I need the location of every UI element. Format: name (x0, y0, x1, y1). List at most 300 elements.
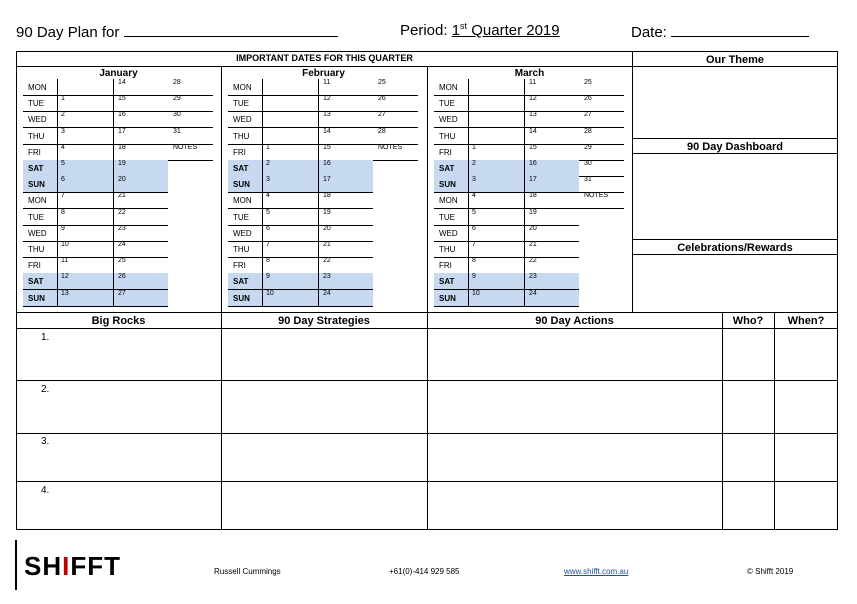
calendar-col-separator (468, 128, 469, 144)
weekday-label: WED (233, 228, 252, 238)
calendar-row (434, 225, 579, 242)
date-number: 12 (529, 95, 537, 103)
weekday-label: FRI (439, 147, 452, 157)
date-number: 16 (118, 111, 126, 119)
logo-letter: F (87, 551, 105, 581)
calendar-col-separator (262, 95, 263, 111)
calendar-col-separator (113, 160, 114, 176)
weekday-label: THU (233, 245, 250, 254)
calendar-third-col-line (373, 160, 418, 161)
calendar-col-separator (113, 209, 114, 225)
weekday-label: WED (439, 228, 458, 238)
calendar-col-separator (468, 241, 469, 257)
calendar-row (434, 273, 579, 290)
date-number: 24 (118, 241, 126, 248)
date-number: 14 (323, 127, 331, 135)
weekday-label: SAT (28, 164, 44, 173)
calendar-row (23, 160, 168, 177)
calendar-row (434, 79, 592, 96)
plan-col-divider-4 (774, 312, 775, 530)
plan-for-label (16, 22, 338, 41)
calendar-row (434, 111, 592, 128)
calendar-col-separator (468, 160, 469, 176)
date-number: 7 (61, 192, 65, 200)
date-number: 21 (118, 192, 126, 200)
calendar-col-separator (468, 225, 469, 241)
calendar-col-separator (262, 209, 263, 225)
calendar-row (23, 192, 168, 209)
notes-label: NOTES (378, 143, 403, 151)
date-number: 22 (118, 208, 126, 216)
calendar-col-separator (318, 95, 319, 111)
plan-col-divider-3 (722, 312, 723, 530)
weekday-label: SAT (233, 164, 249, 173)
calendar-col-separator (113, 111, 114, 127)
when-heading: When? (787, 315, 825, 327)
date-number: 11 (61, 257, 69, 265)
date-number: 11 (323, 79, 331, 86)
date-number: 5 (61, 160, 65, 167)
footer-website-link[interactable]: www.shifft.com.au (564, 567, 629, 576)
date-number: 6 (472, 224, 476, 232)
weekday-label: WED (233, 115, 252, 125)
date-number: 22 (323, 257, 331, 265)
date-number: 28 (584, 127, 592, 135)
calendar-col-separator (318, 111, 319, 127)
logo-letter: I (62, 551, 71, 581)
calendar-col-separator (262, 225, 263, 241)
date-number: 1 (266, 143, 270, 151)
calendar-col-separator (113, 241, 114, 257)
calendar-col-separator (57, 128, 58, 144)
calendar-col-separator (57, 209, 58, 225)
calendar-col-separator (57, 176, 58, 192)
calendar-col-separator (524, 111, 525, 127)
weekday-label: MON (233, 83, 252, 92)
calendar-col-separator (57, 79, 58, 95)
date-number: 8 (61, 208, 65, 216)
date-number: 25 (378, 79, 386, 86)
calendar-col-separator (524, 273, 525, 289)
calendar-row (228, 273, 373, 290)
calendar-col-separator (468, 209, 469, 225)
footer-name: Russell Cummings (214, 567, 281, 576)
calendar-col-separator (318, 160, 319, 176)
our-theme-heading: Our Theme (705, 54, 765, 66)
date-number: 9 (266, 273, 270, 281)
calendar-row (23, 290, 168, 307)
date-number: 23 (118, 224, 126, 232)
calendar-col-separator (318, 225, 319, 241)
calendar-col-separator (468, 290, 469, 306)
weekday-label: MON (439, 83, 458, 92)
date-number: 4 (266, 192, 270, 200)
calendar-col-separator (318, 290, 319, 306)
celebrations-heading: Celebrations/Rewards (677, 242, 793, 254)
calendar-col-separator (57, 273, 58, 289)
date-number: 8 (266, 257, 270, 265)
date-number: 20 (529, 224, 537, 232)
date-text: Date: (631, 24, 667, 41)
weekday-label: TUE (233, 99, 249, 109)
plan-col-divider-1 (221, 312, 222, 530)
date-number: 21 (529, 241, 537, 248)
big-rocks-heading: Big Rocks (91, 315, 146, 327)
date-number: 17 (118, 127, 126, 135)
celebrations-divider (632, 254, 838, 255)
calendar-col-separator (113, 192, 114, 208)
calendar-col-separator (318, 192, 319, 208)
date-number: 7 (472, 241, 476, 248)
weekday-label: SUN (28, 180, 45, 190)
date-number: 6 (266, 224, 270, 232)
calendar-row (434, 257, 579, 274)
plan-for-line[interactable] (124, 22, 338, 37)
calendar-col-separator (318, 209, 319, 225)
weekday-label: FRI (28, 147, 41, 157)
calendar-row (23, 95, 181, 112)
calendar-row (228, 127, 386, 145)
weekday-label: MON (28, 196, 47, 206)
date-number: 3 (266, 176, 270, 184)
calendar-row (228, 209, 373, 226)
calendar-row (23, 225, 168, 242)
calendar-row (228, 225, 373, 242)
calendar-row (434, 192, 609, 209)
date-number: 14 (118, 79, 126, 86)
logo-letter: H (42, 551, 63, 581)
calendar-col-separator (524, 95, 525, 111)
date-number: 25 (118, 257, 126, 265)
calendar-row (23, 127, 181, 145)
date-number: 17 (529, 176, 537, 184)
calendar-col-separator (524, 79, 525, 95)
logo-letter: S (24, 551, 43, 581)
calendar-col-separator (524, 225, 525, 241)
calendar-col-separator (318, 241, 319, 257)
big-rock-number-4: 4. (41, 485, 50, 496)
date-number: 2 (61, 111, 65, 119)
date-number: 13 (529, 111, 537, 119)
calendar-col-separator (262, 241, 263, 257)
month-divider-1 (221, 66, 222, 313)
date-number: 18 (323, 192, 331, 200)
date-number: 31 (584, 176, 592, 184)
date-number: 16 (323, 160, 331, 167)
weekday-label: FRI (28, 261, 41, 271)
calendar-col-separator (318, 176, 319, 192)
weekday-label: SUN (439, 180, 456, 190)
logo-letter: F (70, 551, 88, 581)
right-panel-frame (632, 51, 838, 313)
plan-col-divider-2 (427, 312, 428, 530)
date-number: 30 (584, 160, 592, 167)
calendar-col-separator (113, 95, 114, 111)
calendar-row (228, 111, 386, 128)
plan-row-divider-1 (16, 380, 838, 381)
calendar-col-separator (262, 192, 263, 208)
weekday-label: TUE (233, 212, 249, 222)
date-number: 30 (173, 111, 181, 119)
calendar-col-separator (318, 79, 319, 95)
calendar-row (228, 160, 373, 177)
date-number: 26 (378, 95, 386, 103)
date-number: 23 (323, 273, 331, 281)
dashboard-divider (632, 153, 838, 154)
weekday-label: THU (233, 131, 250, 141)
calendar-col-separator (262, 79, 263, 95)
calendar-col-separator (524, 290, 525, 306)
date-number: 19 (529, 208, 537, 216)
calendar-title-divider (16, 66, 633, 67)
calendar-row (228, 192, 373, 209)
date-number: 10 (61, 241, 69, 248)
calendar-col-separator (468, 192, 469, 208)
date-number: 18 (529, 192, 537, 200)
calendar-col-separator (57, 241, 58, 257)
calendar-col-separator (524, 241, 525, 257)
calendar-col-separator (524, 160, 525, 176)
date-number: 26 (118, 273, 126, 281)
date-number: 20 (118, 176, 126, 184)
calendar-col-separator (524, 176, 525, 192)
big-rock-number-2: 2. (41, 384, 50, 395)
weekday-label: SUN (233, 293, 250, 303)
date-number: 16 (529, 160, 537, 167)
weekday-label: SAT (233, 277, 249, 287)
date-number: 7 (266, 241, 270, 248)
dashboard-top-divider (632, 138, 838, 139)
calendar-row (23, 111, 181, 128)
calendar-col-separator (57, 111, 58, 127)
weekday-label: SUN (233, 180, 250, 190)
calendar-col-separator (468, 176, 469, 192)
calendar-col-separator (318, 144, 319, 160)
date-number: 8 (472, 257, 476, 265)
date-number: 23 (529, 273, 537, 281)
calendar-col-separator (468, 79, 469, 95)
calendar-col-separator (57, 192, 58, 208)
calendar-col-separator (262, 273, 263, 289)
calendar-col-separator (318, 128, 319, 144)
calendar-row (228, 95, 386, 112)
weekday-label: FRI (233, 147, 246, 157)
date-number: 1 (61, 95, 65, 103)
actions-heading: 90 Day Actions (535, 315, 614, 327)
date-number: 10 (472, 289, 480, 297)
who-heading: Who? (732, 315, 764, 327)
calendar-col-separator (57, 257, 58, 273)
calendar-col-separator (468, 144, 469, 160)
calendar-col-separator (113, 257, 114, 273)
theme-divider (632, 66, 838, 67)
date-number: 19 (323, 208, 331, 216)
date-number: 27 (584, 111, 592, 119)
calendar-col-separator (57, 160, 58, 176)
calendar-row (228, 257, 373, 274)
calendar-row (434, 209, 579, 226)
calendar-col-separator (262, 257, 263, 273)
weekday-label: THU (439, 245, 456, 254)
strategies-heading: 90 Day Strategies (278, 315, 370, 327)
weekday-label: TUE (439, 99, 455, 109)
date-number: 12 (61, 273, 69, 281)
month-name-1: February (302, 68, 345, 79)
date-number: 9 (472, 273, 476, 281)
date-number: 24 (529, 289, 537, 297)
date-number: 29 (584, 143, 592, 151)
weekday-label: TUE (28, 212, 44, 222)
calendar-col-separator (113, 290, 114, 306)
calendar-row (228, 79, 386, 96)
date-number: 13 (61, 289, 69, 297)
footer-phone: +61(0)-414 929 585 (389, 567, 460, 576)
date-number: 5 (266, 208, 270, 216)
weekday-label: SUN (439, 293, 456, 303)
date-number: 28 (378, 127, 386, 135)
weekday-label: THU (28, 131, 45, 141)
period-value: 1st Quarter 2019 (451, 21, 560, 39)
date-number: 2 (266, 160, 270, 167)
calendar-col-separator (262, 290, 263, 306)
notes-label: NOTES (173, 143, 198, 151)
date-line[interactable] (671, 22, 809, 37)
date-number: 1 (472, 143, 476, 151)
logo-letter: T (104, 551, 122, 581)
date-number: 24 (323, 289, 331, 297)
date-number: 21 (323, 241, 331, 248)
date-number: 18 (118, 143, 126, 151)
date-number: 20 (323, 224, 331, 232)
calendar-col-separator (262, 176, 263, 192)
calendar-row (434, 143, 592, 161)
big-rock-number-1: 1. (41, 332, 50, 343)
weekday-label: MON (233, 196, 252, 206)
weekday-label: SAT (28, 277, 44, 287)
big-rock-number-3: 3. (41, 436, 50, 447)
date-number: 25 (584, 79, 592, 86)
date-number: 15 (118, 95, 126, 103)
calendar-row (228, 290, 373, 307)
weekday-label: TUE (439, 212, 455, 222)
calendar-col-separator (113, 176, 114, 192)
calendar-col-separator (262, 111, 263, 127)
weekday-label: THU (439, 131, 456, 141)
date-number: 22 (529, 257, 537, 265)
date-number: 3 (61, 127, 65, 135)
calendar-col-separator (113, 128, 114, 144)
calendar-col-separator (524, 257, 525, 273)
month-name-2: March (514, 68, 545, 79)
weekday-label: FRI (233, 261, 246, 271)
calendar-col-separator (262, 160, 263, 176)
footer-accent-bar (15, 540, 17, 590)
date-number: 5 (472, 208, 476, 216)
calendar-row (228, 241, 373, 258)
calendar-row (434, 176, 592, 193)
calendar-col-separator (524, 209, 525, 225)
date-number: 29 (173, 95, 181, 103)
date-number: 15 (323, 143, 331, 151)
calendar-col-separator (57, 225, 58, 241)
date-number: 19 (118, 160, 126, 167)
calendar-row (434, 160, 592, 177)
calendar-col-separator (468, 95, 469, 111)
notes-label: NOTES (584, 192, 609, 200)
date-number: 9 (61, 224, 65, 232)
calendar-row (228, 176, 373, 193)
weekday-label: WED (28, 228, 47, 238)
calendar-row (434, 241, 579, 258)
date-number: 13 (323, 111, 331, 119)
month-name-0: January (99, 68, 138, 79)
date-number: 3 (472, 176, 476, 184)
celebrations-top-divider (632, 239, 838, 240)
period-text: Period: (400, 22, 448, 39)
calendar-col-separator (113, 273, 114, 289)
calendar-row (23, 176, 168, 193)
date-number: 10 (266, 289, 274, 297)
weekday-label: FRI (439, 261, 452, 271)
calendar-title: IMPORTANT DATES FOR THIS QUARTER (236, 53, 413, 63)
calendar-col-separator (468, 273, 469, 289)
date-number: 15 (529, 143, 537, 151)
calendar-row (434, 290, 579, 307)
calendar-row (23, 241, 168, 258)
weekday-label: MON (28, 83, 47, 92)
calendar-row (434, 95, 592, 112)
date-label (631, 22, 809, 41)
calendar-col-separator (524, 144, 525, 160)
date-number: 27 (118, 289, 126, 297)
plan-for-text: 90 Day Plan for (16, 24, 120, 41)
weekday-label: MON (439, 196, 458, 206)
date-number: 4 (61, 143, 65, 151)
calendar-third-col-line (579, 208, 624, 209)
weekday-label: SAT (439, 277, 455, 287)
date-number: 26 (584, 95, 592, 103)
weekday-label: SAT (439, 164, 455, 173)
date-number: 28 (173, 79, 181, 86)
weekday-label: WED (439, 115, 458, 125)
calendar-col-separator (318, 257, 319, 273)
calendar-col-separator (468, 111, 469, 127)
date-number: 27 (378, 111, 386, 119)
calendar-col-separator (57, 144, 58, 160)
calendar-col-separator (524, 192, 525, 208)
calendar-row (23, 209, 168, 226)
calendar-col-separator (57, 290, 58, 306)
calendar-col-separator (113, 79, 114, 95)
calendar-row (434, 127, 592, 145)
date-number: 6 (61, 176, 65, 184)
calendar-col-separator (57, 95, 58, 111)
weekday-label: WED (28, 115, 47, 125)
shifft-logo (24, 551, 121, 582)
date-number: 11 (529, 79, 537, 86)
calendar-col-separator (524, 128, 525, 144)
weekday-label: SUN (28, 293, 45, 303)
period-label (400, 22, 560, 39)
plan-row-divider-3 (16, 481, 838, 482)
date-number: 31 (173, 127, 181, 135)
calendar-row (23, 79, 181, 96)
date-number: 2 (472, 160, 476, 167)
date-number: 14 (529, 127, 537, 135)
date-number: 12 (323, 95, 331, 103)
calendar-col-separator (262, 128, 263, 144)
date-number: 4 (472, 192, 476, 200)
